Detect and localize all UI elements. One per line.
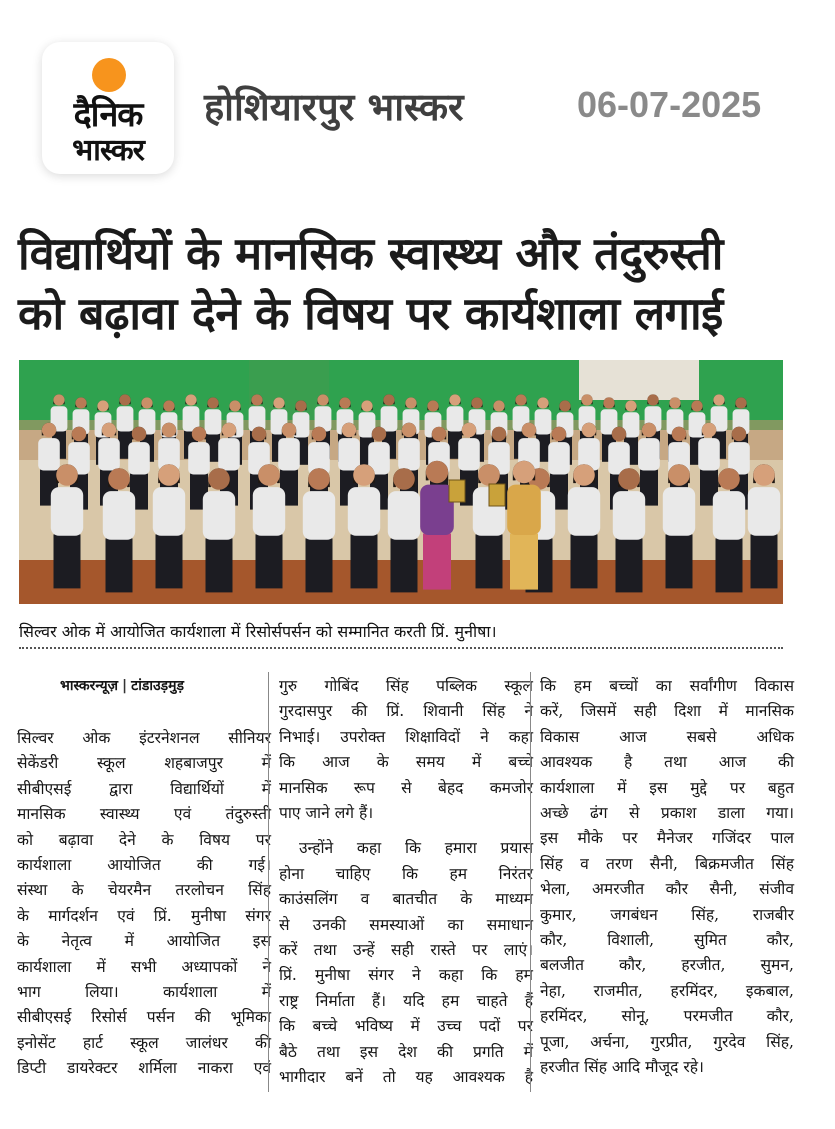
article-line: हरजीत सिंह आदि मौजूद रहे।	[540, 1058, 704, 1077]
byline-separator: |	[122, 678, 128, 694]
article-line: सीबीएसई द्वारा विद्यार्थियों में	[17, 779, 271, 798]
article-line: भाग लिया। कार्यशाला में	[17, 983, 271, 1002]
article-column-2	[279, 674, 533, 1091]
article-line: प्रिं. मुनीषा संगर ने कहा कि हम	[279, 966, 533, 985]
article-line: भेला, अमरजीत कौर सैनी, संजीव	[540, 880, 794, 899]
photo-caption: सिल्वर ओक में आयोजित कार्यशाला में रिसोर्सपर्सन को सम्मानित करती प्रिं. मुनीषा।	[19, 622, 497, 641]
article-line: सेकेंडरी स्कूल शहबाजपुर में	[17, 754, 271, 773]
article-line: इस मौके पर मैनेजर गजिंदर पाल	[540, 829, 794, 848]
article-line: होना चाहिए कि हम निरंतर	[279, 864, 533, 883]
article-line: बलजीत कौर, हरजीत, सुमन,	[540, 956, 794, 975]
article-line: के मार्गदर्शन एवं प्रिं. मुनीषा संगर	[17, 906, 271, 925]
article-line: के नेतृत्व में आयोजित इस	[17, 932, 271, 951]
byline-agency: भास्करन्यूज़	[60, 678, 119, 694]
article-line: राष्ट्र निर्माता हैं। यदि हम चाहते हैं	[279, 991, 533, 1010]
article-line: पूजा, अर्चना, गुरप्रीत, गुरदेव सिंह,	[540, 1032, 794, 1051]
award-plaque	[449, 480, 465, 502]
award-plaque	[489, 484, 505, 506]
article-column-1	[17, 726, 271, 1082]
article-line: करें, जिसमें सही दिशा में मानसिक	[540, 702, 794, 721]
article-line: को बढ़ावा देने के विषय पर	[17, 830, 271, 849]
article-line: गुरदासपुर की प्रिं. शिवानी सिंह ने	[279, 702, 533, 721]
article-line: विकास आज सबसे अधिक	[540, 727, 794, 746]
article-line: काउंसलिंग व बातचीत के माध्यम	[279, 890, 533, 909]
article-line: भागीदार बनें तो यह आवश्यक है	[279, 1068, 533, 1087]
article-line: सिल्वर ओक इंटरनेशनल सीनियर	[17, 729, 271, 747]
article-line: करें तथा उन्हें सही रास्ते पर लाएं।	[279, 941, 533, 960]
article-line: सिंह व तरण सैनी, बिक्रमजीत सिंह	[540, 854, 794, 873]
article-line: डिप्टी डायरेक्टर शर्मिला नाकरा एवं	[17, 1059, 271, 1078]
article-line: मानसिक स्वास्थ्य एवं तंदुरुस्ती	[17, 805, 271, 824]
group-photo-illustration	[19, 360, 783, 604]
edition-name: होशियारपुर भास्कर	[204, 85, 464, 129]
article-line: कुमार, जगबंधन सिंह, राजबीर	[540, 905, 794, 924]
article-line: अच्छे ढंग से प्रकाश डाला गया।	[540, 804, 794, 823]
article-column-3	[540, 674, 794, 1081]
article-line: कौर, विशाली, सुमित कौर,	[540, 931, 794, 950]
article-line: निभाई। उपरोक्त शिक्षाविदों ने कहा	[279, 727, 533, 746]
article-line: कार्यशाला में सभी अध्यापकों ने	[17, 957, 271, 976]
article-line: मानसिक रूप से बेहद कमजोर	[279, 778, 533, 797]
article-line: सीबीएसई रिसोर्स पर्सन की भूमिका	[17, 1008, 271, 1027]
logo-text-line1: दैनिक	[73, 95, 143, 135]
article-line: कि बच्चे भविष्य में उच्च पदों पर	[279, 1017, 533, 1036]
headline-line2: को बढ़ावा देने के विषय पर कार्यशाला लगाई	[18, 287, 723, 340]
article-line: इनोसेंट हार्ट स्कूल जालंधर की	[17, 1033, 271, 1052]
dainik-bhaskar-logo	[42, 42, 174, 174]
headline-line1: विद्यार्थियों के मानसिक स्वास्थ्य और तंदुरुस्ती	[18, 227, 723, 280]
group-photo	[19, 360, 783, 604]
headline	[18, 224, 818, 344]
caption-divider	[19, 647, 783, 649]
article-line: कार्यशाला में इस मुद्दे पर बहुत	[540, 778, 794, 797]
paragraph-gap	[279, 826, 533, 836]
byline	[60, 676, 184, 695]
article-line: पाए जाने लगे हैं।	[279, 804, 374, 823]
article-line: उन्होंने कहा कि हमारा प्रयास	[299, 839, 533, 858]
article-line: से उनकी समस्याओं का समाधान	[279, 915, 533, 934]
article-line: हरमिंदर, सोनू, परमजीत कौर,	[540, 1007, 794, 1026]
article-line: नेहा, राजमीत, हरमिंदर, इकबाल,	[540, 981, 794, 1000]
publication-date: 06-07-2025	[577, 84, 762, 125]
article-line: गुरु गोबिंद सिंह पब्लिक स्कूल	[279, 677, 533, 695]
article-line: कि आज के समय में बच्चे	[279, 753, 533, 772]
column-divider-1	[268, 672, 269, 1092]
article-line: संस्था के चेयरमैन तरलोचन सिंह	[17, 881, 271, 900]
logo-sun-icon	[92, 58, 126, 92]
article-line: कार्यशाला आयोजित की गई।	[17, 856, 271, 875]
article-line: बैठे तथा इस देश की प्रगति में	[279, 1042, 533, 1061]
logo-text-line2: भास्कर	[72, 133, 144, 168]
byline-location: टांडाउड़मुड़	[131, 678, 184, 694]
article-line: आवश्यक है तथा आज की	[540, 753, 794, 772]
article-line: कि हम बच्चों का सर्वांगीण विकास	[540, 677, 794, 695]
column-divider-2	[530, 672, 531, 1092]
